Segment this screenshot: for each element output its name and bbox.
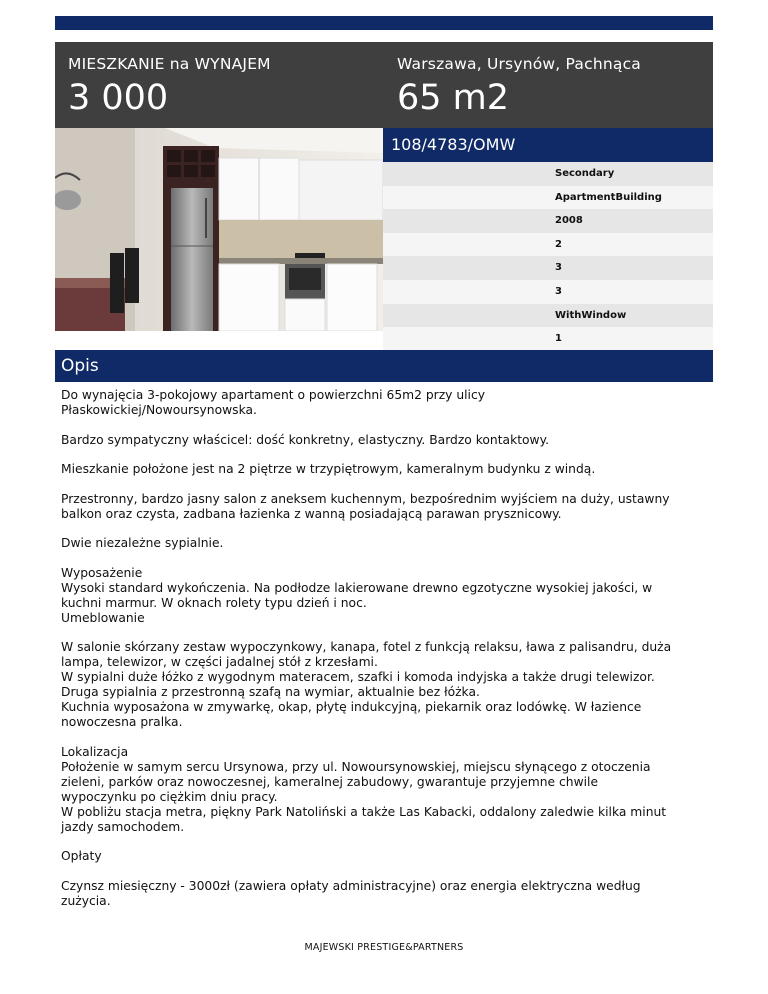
footer-agency: MAJEWSKI PRESTIGE&PARTNERS <box>304 942 464 953</box>
reference-number: 108/4783/OMW <box>383 128 713 162</box>
description-paragraph: Lokalizacja Położenie w samym sercu Ursynowa, przy ul. Nowoursynowskiej, miejscu słynącego z otoczenia zieleni, parków oraz nowoczesnej, kameralnej zabudowy, gwarantuje przyjemne chwile wypoczynku po ciężkim dniu pracy. W pobliżu stacja metra, piękny Park Natoliński a także Las Kabacki, oddalony zaledwie kilka minut jazdy samochodem. <box>61 744 667 834</box>
top-accent-bar <box>55 16 713 30</box>
listing-type: MIESZKANIE na WYNAJEM <box>68 55 271 73</box>
header-right <box>397 54 641 118</box>
param-floor: 2 <box>383 233 713 257</box>
description-paragraph: Czynsz miesięczny - 3000zł (zawiera opłaty administracyjne) oraz energia elektryczna według zużycia. <box>61 878 641 908</box>
location: Warszawa, Ursynów, Pachnąca <box>397 55 641 73</box>
price: 3 000 <box>68 78 169 118</box>
param-kitchen: WithWindow <box>383 304 713 328</box>
param-floors-total: 3 <box>383 256 713 280</box>
param-build-year: 2008 <box>383 209 713 233</box>
description-paragraph: Wyposażenie Wysoki standard wykończenia. Na podłodze lakierowane drewno egzotyczne wysokiej jakości, w kuchni marmur. W oknach rolety typu dzień i noc. Umeblowanie <box>61 565 653 625</box>
area: 65 m2 <box>397 78 510 118</box>
description-paragraph: Do wynajęcia 3-pokojowy apartament o powierzchni 65m2 przy ulicy Płaskowickiej/Nowoursynowska. <box>61 388 486 417</box>
listing-header <box>55 42 713 128</box>
kitchen-photo <box>55 128 383 331</box>
param-bathrooms: 1 <box>383 327 713 351</box>
description-paragraph: Przestronny, bardzo jasny salon z aneksem kuchennym, bezpośrednim wyjściem na duży, ustawny balkon oraz czysta, zadbana łazienka z wanną posiadającą parawan prysznicowy. <box>61 491 670 521</box>
description-body <box>61 388 711 923</box>
header-left <box>68 54 271 118</box>
parameter-list <box>383 162 713 351</box>
description-paragraph: Mieszkanie położone jest na 2 piętrze w trzypiętrowym, kameralnym budynku z windą. <box>61 462 596 476</box>
description-heading: Opis <box>55 350 713 382</box>
param-market: Secondary <box>383 162 713 186</box>
description-paragraph: W salonie skórzany zestaw wypoczynkowy, kanapa, fotel z funkcją relaksu, ława z palisandru, duża lampa, telewizor, w części jadalnej stół z krzesłami. W sypialni duże łóżko z wygodnym materacem, szafki i komoda indyjska a także drugi telewizor. Druga sypialnia z przestronną szafą na wymiar, aktualnie bez łóżka. Kuchnia wyposażona w zmywarkę, okap, płytę indukcyjną, piekarnik oraz lodówkę. W łazience nowoczesna pralka. <box>61 640 672 729</box>
description-paragraph: Opłaty <box>61 849 102 863</box>
description-paragraph: Bardzo sympatyczny właścicel: dość konkretny, elastyczny. Bardzo kontaktowy. <box>61 432 550 447</box>
param-building-type: ApartmentBuilding <box>383 186 713 210</box>
param-rooms: 3 <box>383 280 713 304</box>
description-paragraph: Dwie niezależne sypialnie. <box>61 536 224 550</box>
